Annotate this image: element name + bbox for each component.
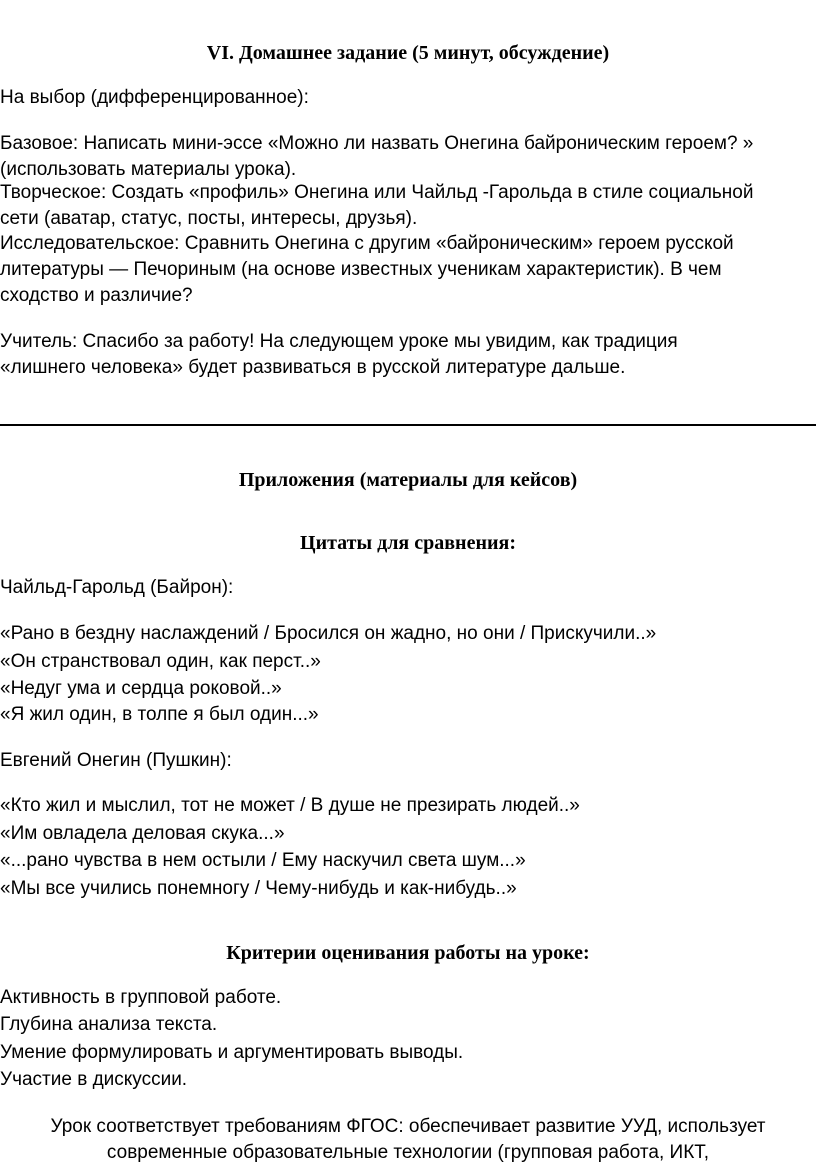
quotes-title: Цитаты для сравнения: — [300, 532, 516, 554]
criteria-title: Критерии оценивания работы на уроке: — [226, 942, 590, 964]
criteria-item: Глубина анализа текста. — [0, 1014, 218, 1035]
task-research-line: литературы — Печориным (на основе известных ученикам характеристик). В чем — [0, 259, 722, 280]
divider — [0, 424, 816, 426]
byron-quote: «Рано в бездну наслаждений / Бросился он жадно, но они / Прискучили..» — [0, 623, 657, 644]
teacher-line: Учитель: Спасибо за работу! На следующем уроке мы увидим, как традиция — [0, 331, 678, 352]
pushkin-label: Евгений Онегин (Пушкин): — [0, 750, 232, 771]
task-research-line: Исследовательское: Сравнить Онегина с другим «байроническим» героем русской — [0, 233, 734, 254]
byron-quote: «Недуг ума и сердца роковой..» — [0, 678, 282, 699]
pushkin-quote: «Им овладела деловая скука...» — [0, 823, 285, 844]
byron-quote: «Он странствовал один, как перст..» — [0, 651, 321, 672]
task-basic-line: (использовать материалы урока). — [0, 159, 297, 180]
teacher-line: «лишнего человека» будет развиваться в русской литературе дальше. — [0, 357, 626, 378]
byron-label: Чайльд-Гарольд (Байрон): — [0, 577, 234, 598]
task-research-line: сходство и различие? — [0, 285, 193, 306]
pushkin-quote: «Мы все учились понемногу / Чему-нибудь и как-нибудь..» — [0, 878, 517, 899]
conclusion-line: современные образовательные технологии (групповая работа, ИКТ, — [106, 1142, 710, 1163]
pushkin-quote: «Кто жил и мыслил, тот не может / В душе не презирать людей..» — [0, 795, 580, 816]
choice-intro: На выбор (дифференцированное): — [0, 87, 309, 108]
pushkin-quote: «...рано чувства в нем остыли / Ему наскучил света шум...» — [0, 850, 526, 871]
task-creative-line: сети (аватар, статус, посты, интересы, друзья). — [0, 208, 418, 229]
conclusion-line: Урок соответствует требованиям ФГОС: обеспечивает развитие УУД, использует — [50, 1116, 766, 1137]
task-creative-line: Творческое: Создать «профиль» Онегина или Чайльд -Гарольда в стиле социальной — [0, 182, 754, 203]
task-basic-line: Базовое: Написать мини-эссе «Можно ли назвать Онегина байроническим героем? » — [0, 133, 754, 154]
appendix-title: Приложения (материалы для кейсов) — [238, 469, 578, 491]
criteria-item: Участие в дискуссии. — [0, 1069, 188, 1090]
byron-quote: «Я жил один, в толпе я был один...» — [0, 704, 319, 725]
section-title: VI. Домашнее задание (5 минут, обсуждение) — [206, 42, 610, 64]
criteria-item: Умение формулировать и аргументировать выводы. — [0, 1042, 464, 1063]
criteria-item: Активность в групповой работе. — [0, 987, 282, 1008]
